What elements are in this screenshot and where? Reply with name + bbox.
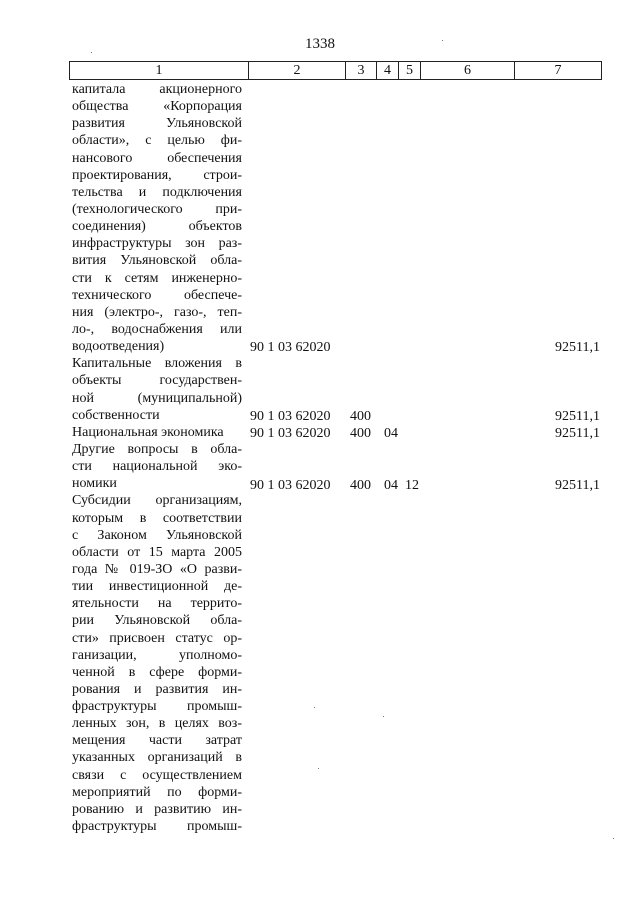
description-line: вития Ульяновской обла- [72,253,242,269]
target-code: 90 1 03 62020 [250,478,331,493]
scan-speck [318,768,319,769]
description-line: ной (муниципальной) [72,390,242,406]
description-line: ятельности на террито- [72,596,242,612]
description-line: связи с осуществлением [72,767,242,783]
description-line: Национальная экономика [72,424,224,440]
section-code: 04 [384,426,398,441]
description-line: рования и развития ин- [72,681,242,697]
description-line: которым в соответствии [72,510,242,526]
description-line: капитала акционерного [72,82,242,97]
description-line: мещения части затрат [72,733,242,749]
description-line: развития Ульяновской [72,116,242,132]
header-col-7: 7 [514,62,601,79]
amount: 92511,1 [555,426,600,441]
header-col-5: 5 [398,62,420,79]
header-col-4: 4 [376,62,398,79]
target-code: 90 1 03 62020 [250,340,331,355]
description-line: рии Ульяновской обла- [72,613,242,629]
description-line: года № 019-ЗО «О разви- [72,561,242,577]
description-line: проектирования, строи- [72,167,242,183]
description-line: нансового обеспечения [72,150,242,166]
description-column [72,81,242,835]
description-line: ганизации, уполномо- [72,647,242,663]
amount: 92511,1 [555,478,600,493]
description-line: указанных организаций в [72,750,242,766]
scan-speck [442,40,443,41]
description-line: соединения) объектов [72,219,242,235]
scan-speck [314,707,315,708]
description-line: тельства и подключения [72,184,242,200]
description-line: области», с целью фи- [72,133,242,149]
description-line: номики [72,476,117,492]
description-line: инфраструктуры зон раз- [72,236,242,252]
description-line: области от 15 марта 2005 [72,544,242,560]
header-col-3: 3 [345,62,376,79]
description-line: фраструктуры промыш- [72,699,242,715]
target-code: 90 1 03 62020 [250,426,331,441]
description-line: сти к сетям инженерно- [72,270,242,286]
description-line: Субсидии организациям, [72,493,242,509]
table-header [69,61,602,80]
description-line: рованию и развитию ин- [72,801,242,817]
scan-speck [383,716,384,717]
description-line: ленных зон, в целях воз- [72,716,242,732]
scan-speck [91,52,92,53]
page-number: 1338 [305,36,335,52]
header-col-6: 6 [420,62,514,79]
description-line: водоотведения) [72,339,165,355]
description-line: Другие вопросы в обла- [72,441,242,457]
description-line: тии инвестиционной де- [72,579,242,595]
description-line: мероприятий по форми- [72,784,242,800]
expense-type: 400 [350,409,371,424]
description-line: собственности [72,407,160,423]
description-line: ченной в сфере форми- [72,664,242,680]
description-line: фраструктуры промыш- [72,819,242,835]
description-line: Капитальные вложения в [72,356,242,372]
description-line: ния (электро-, газо-, теп- [72,304,242,320]
amount: 92511,1 [555,409,600,424]
header-col-1: 1 [155,63,163,78]
expense-type: 400 [350,478,371,493]
description-line: технического обеспече- [72,287,242,303]
description-line: с Законом Ульяновской [72,527,242,543]
description-line: сти» присвоен статус ор- [72,630,242,646]
description-line: объекты государствен- [72,373,242,389]
description-line: (технологического при- [72,201,242,217]
description-line: общества «Корпорация [72,99,242,115]
header-col-2: 2 [248,62,345,79]
expense-type: 400 [350,426,371,441]
description-line: ло-, водоснабжения или [72,321,242,337]
scan-speck [613,838,614,839]
amount: 92511,1 [555,340,600,355]
target-code: 90 1 03 62020 [250,409,331,424]
description-line: сти национальной эко- [72,459,242,475]
subsection-code: 12 [405,478,419,493]
section-code: 04 [384,478,398,493]
